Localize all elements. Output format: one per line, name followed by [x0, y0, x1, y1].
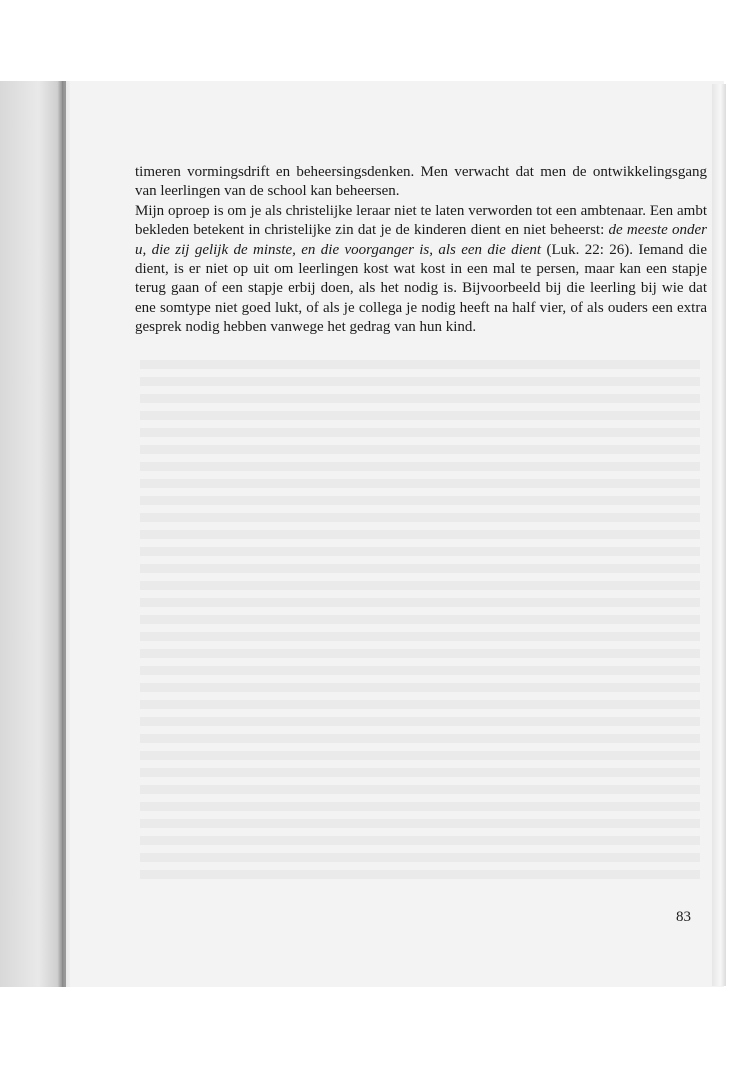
show-through-text	[140, 360, 700, 880]
paragraph-text: Mijn oproep is om je als christelijke leraar niet te laten verworden tot een ambtenaar. Een ambt bekleden betekent in christelijke zin dat je de kinderen dient en niet beheerst:	[135, 202, 707, 239]
body-text	[135, 163, 707, 338]
bible-quote: de meeste onder u, die zij gelijk de minste, en die voorganger is, als een die dient	[135, 222, 707, 258]
binding-fold	[62, 81, 66, 987]
paragraph-text: (Luk. 22: 26). Iemand die dient, is er niet op uit om leerlingen kost wat kost in een mal te persen, maar kan een stapje terug gaan of een stapje erbij doen, als het nodig is. Bijvoorbeeld bij die leerling bij wie dat ene somtype niet goed lukt, of als je collega je nodig heeft na half vier, of als ouders een extra gesprek nodig hebben vanwege het gedrag van hun kind.	[135, 241, 708, 336]
paragraph: timeren vormingsdrift en beheersingsdenken. Men verwacht dat men de ontwikkelingsgang van leerlingen van de school kan beheersen.	[135, 164, 707, 200]
book-spine	[0, 81, 70, 987]
paragraph	[135, 202, 707, 338]
page-edge	[712, 84, 726, 986]
page-number: 83	[676, 909, 691, 925]
